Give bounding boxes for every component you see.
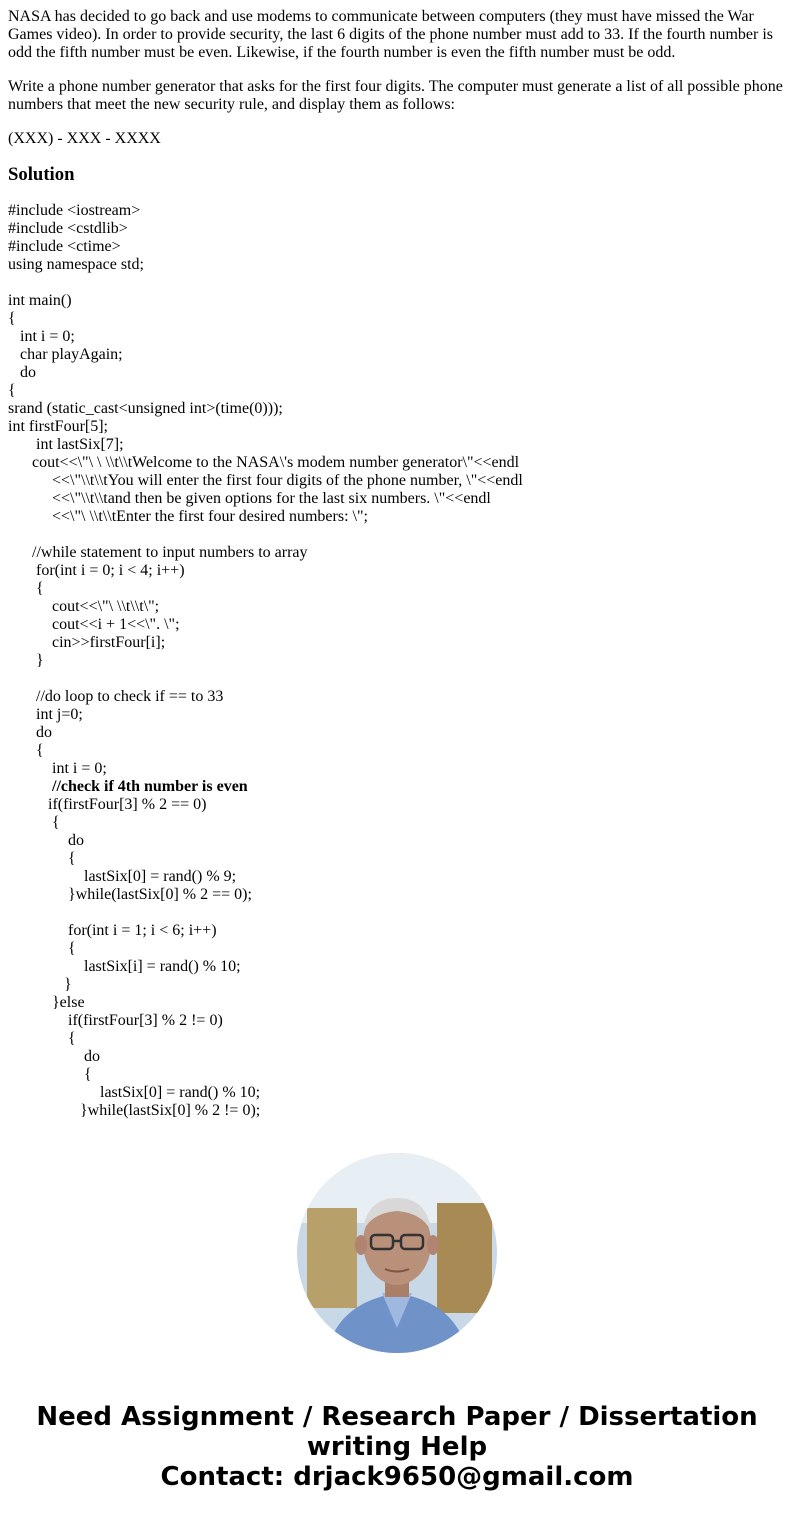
code-line: {: [8, 310, 16, 327]
code-line: //do loop to check if == to 33: [8, 688, 224, 705]
code-line: lastSix[i] = rand() % 10;: [8, 958, 241, 975]
person-photo-icon: [297, 1153, 497, 1353]
code-line: }while(lastSix[0] % 2 != 0);: [8, 1102, 261, 1119]
code-line: int lastSix[7];: [8, 436, 124, 453]
code-line: }: [8, 976, 72, 993]
code-line: int main(): [8, 292, 72, 309]
code-line: do: [8, 832, 84, 849]
solution-code-block: [8, 202, 786, 1120]
document-body: [8, 8, 786, 1120]
code-line: {: [8, 1030, 76, 1047]
footer-line-2: writing Help: [306, 1432, 488, 1462]
code-line: for(int i = 1; i < 6; i++): [8, 922, 217, 939]
code-line: [8, 526, 786, 544]
code-line: [8, 274, 786, 292]
solution-heading: Solution: [8, 164, 75, 185]
code-line: using namespace std;: [8, 256, 144, 273]
code-line: {: [8, 940, 76, 957]
code-line: for(int i = 0; i < 4; i++): [8, 562, 185, 579]
code-line: #include <ctime>: [8, 238, 121, 255]
code-line: #include <cstdlib>: [8, 220, 128, 237]
code-line: }while(lastSix[0] % 2 == 0);: [8, 886, 252, 903]
problem-paragraph-1: NASA has decided to go back and use modems to communicate between computers (they must have missed the War Games video). In order to provide security, the last 6 digits of the phone number must add to 33. If the fourth number is odd the fifth number must be even. Likewise, if the fourth number is even the fifth number must be odd.: [8, 8, 774, 61]
code-line: cin>>firstFour[i];: [8, 634, 166, 651]
code-line: {: [8, 1066, 92, 1083]
code-line: int firstFour[5];: [8, 418, 108, 435]
code-line: srand (static_cast<unsigned int>(time(0)));: [8, 400, 283, 417]
code-line: [8, 904, 786, 922]
problem-paragraph-2: Write a phone number generator that asks for the first four digits. The computer must generate a list of all possible phone numbers that meet the new security rule, and display them as follows:: [8, 78, 783, 113]
code-line: int j=0;: [8, 706, 83, 723]
footer-line-3: Contact: drjack9650@gmail.com: [160, 1462, 634, 1492]
code-line: lastSix[0] = rand() % 10;: [8, 1084, 261, 1101]
code-line: if(firstFour[3] % 2 == 0): [8, 796, 207, 813]
code-line: cout<<\"\ \\t\\t\";: [8, 598, 160, 615]
code-line: {: [8, 580, 44, 597]
code-line: do: [8, 1048, 100, 1065]
code-line: //while statement to input numbers to array: [8, 544, 308, 561]
code-line: {: [8, 382, 16, 399]
phone-format: (XXX) - XXX - XXXX: [8, 130, 161, 147]
code-line: <<\"\\t\\tYou will enter the first four digits of the phone number, \"<<endl: [8, 472, 523, 489]
code-line: {: [8, 850, 76, 867]
author-avatar: [297, 1153, 497, 1353]
code-line: #include <iostream>: [8, 202, 141, 219]
code-line: <<\"\\t\\tand then be given options for the last six numbers. \"<<endl: [8, 490, 491, 507]
code-line: //check if 4th number is even: [8, 778, 248, 795]
code-line: cout<<\"\ \ \\t\\tWelcome to the NASA\'s modem number generator\"<<endl: [8, 454, 520, 471]
code-line: <<\"\ \\t\\tEnter the first four desired numbers: \";: [8, 508, 368, 525]
code-line: int i = 0;: [8, 328, 75, 345]
contact-footer: [0, 1402, 794, 1492]
footer-line-1: Need Assignment / Research Paper / Dissertation: [36, 1402, 758, 1432]
code-line: char playAgain;: [8, 346, 123, 363]
code-line: lastSix[0] = rand() % 9;: [8, 868, 237, 885]
code-line: {: [8, 742, 44, 759]
code-line: int i = 0;: [8, 760, 107, 777]
code-line: if(firstFour[3] % 2 != 0): [8, 1012, 223, 1029]
code-line: [8, 670, 786, 688]
code-line: cout<<i + 1<<\". \";: [8, 616, 180, 633]
code-line: }else: [8, 994, 85, 1011]
code-line: {: [8, 814, 60, 831]
code-line: }: [8, 652, 44, 669]
code-line: do: [8, 724, 52, 741]
code-line: do: [8, 364, 36, 381]
